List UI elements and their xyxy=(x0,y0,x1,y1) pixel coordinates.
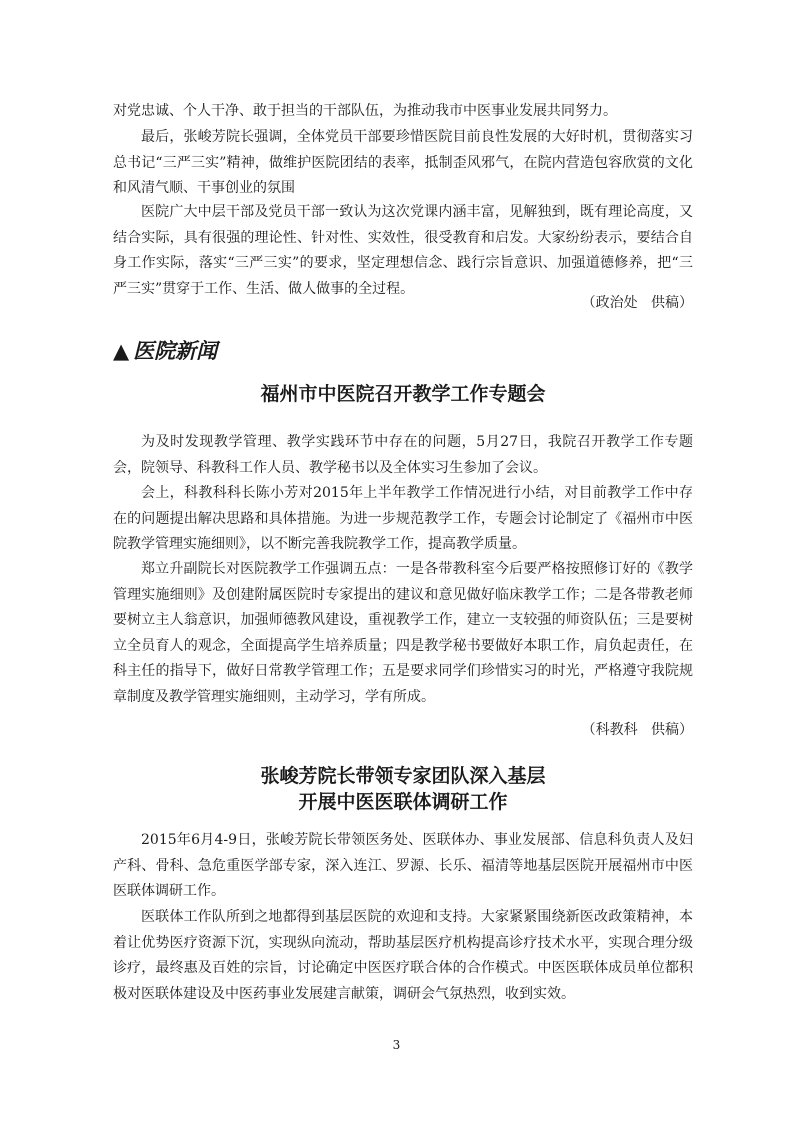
article-paragraph: 会上，科教科科长陈小芳对2015年上半年教学工作情况进行小结，对目前教学工作中存在的问题提出解决思路和具体措施。为进一步规范教学工作，专题会讨论制定了《福州市中医院教学管理实施细则》，以不断完善我院教学工作，提高教学质量。 xyxy=(113,485,693,552)
section-title: 医院新闻 xyxy=(133,339,218,363)
page-number: 3 xyxy=(392,1038,401,1052)
feedback-paragraph: 医院广大中层干部及党员干部一致认为这次党课内涵丰富，见解独到，既有理论高度，又结合实际，具有很强的理论性、针对性、实效性，很受教育和启发。大家纷纷表示，要结合自身工作实际，落实“三严三实”的要求，坚定理想信念、践行宗旨意识、加强道德修养，把“三严三实”贯穿于工作、生活、做人做事的全过程。 xyxy=(113,204,693,297)
article-title-line2: 开展中医医联体调研工作 xyxy=(298,791,508,813)
article-paragraph: 2015年6月4-9日，张峻芳院长带领医务处、医联体办、事业发展部、信息科负责人及妇产科、骨科、急危重医学部专家，深入连江、罗源、长乐、福清等地基层医院开展福州市中医医联体调研工作。 xyxy=(113,832,693,899)
article-paragraph: 郑立升副院长对医院教学工作强调五点：一是各带教科室今后要严格按照修订好的《教学管理实施细则》及创建附属医院时专家提出的建议和意见做好临床教学工作；二是各带教老师要树立主人翁意识，加强师德教风建设，重视教学工作，建立一支较强的师资队伍；三是要树立全员育人的观念，全面提高学生培养质量；四是教学秘书要做好本职工作，肩负起责任，在科主任的指导下，做好日常教学管理工作；五是要求同学们珍惜实习的时光，严格遵守我院规章制度及教学管理实施细则，主动学习，学有所成。 xyxy=(113,561,693,705)
article-title-line1: 张峻芳院长带领专家团队深入基层 xyxy=(260,765,546,787)
source-credit: （政治处 供稿） xyxy=(581,295,693,311)
closing-remarks-paragraph: 最后，张峻芳院长强调，全体党员干部要珍惜医院目前良性发展的大好时机，贯彻落实习总书记“三严三实”精神，做维护医院团结的表率，抵制歪风邪气，在院内营造包容欣赏的文化和风清气顺、干事创业的氛围 xyxy=(113,129,693,196)
source-credit: （科教科 供稿） xyxy=(581,722,693,738)
article-paragraph: 医联体工作队所到之地都得到基层医院的欢迎和支持。大家紧紧围绕新医改政策精神，本着让优势医疗资源下沉，实现纵向流动，帮助基层医疗机构提高诊疗技术水平，实现合理分级诊疗，最终惠及百姓的宗旨，讨论确定中医医疗联合体的合作模式。中医医联体成员单位都积极对医联体建设及中医药事业发展建言献策，调研会气氛热烈，收到实效。 xyxy=(113,909,693,1002)
triangle-icon: ▲ xyxy=(113,339,130,363)
article-paragraph: 为及时发现教学管理、教学实践环节中存在的问题，5月27日，我院召开教学工作专题会，院领导、科教科工作人员、教学秘书以及全体实习生参加了会议。 xyxy=(113,434,693,476)
continued-paragraph: 对党忠诚、个人干净、敢于担当的干部队伍，为推动我市中医事业发展共同努力。 xyxy=(113,103,617,119)
article-title: 福州市中医院召开教学工作专题会 xyxy=(260,383,546,405)
section-heading xyxy=(113,336,217,366)
